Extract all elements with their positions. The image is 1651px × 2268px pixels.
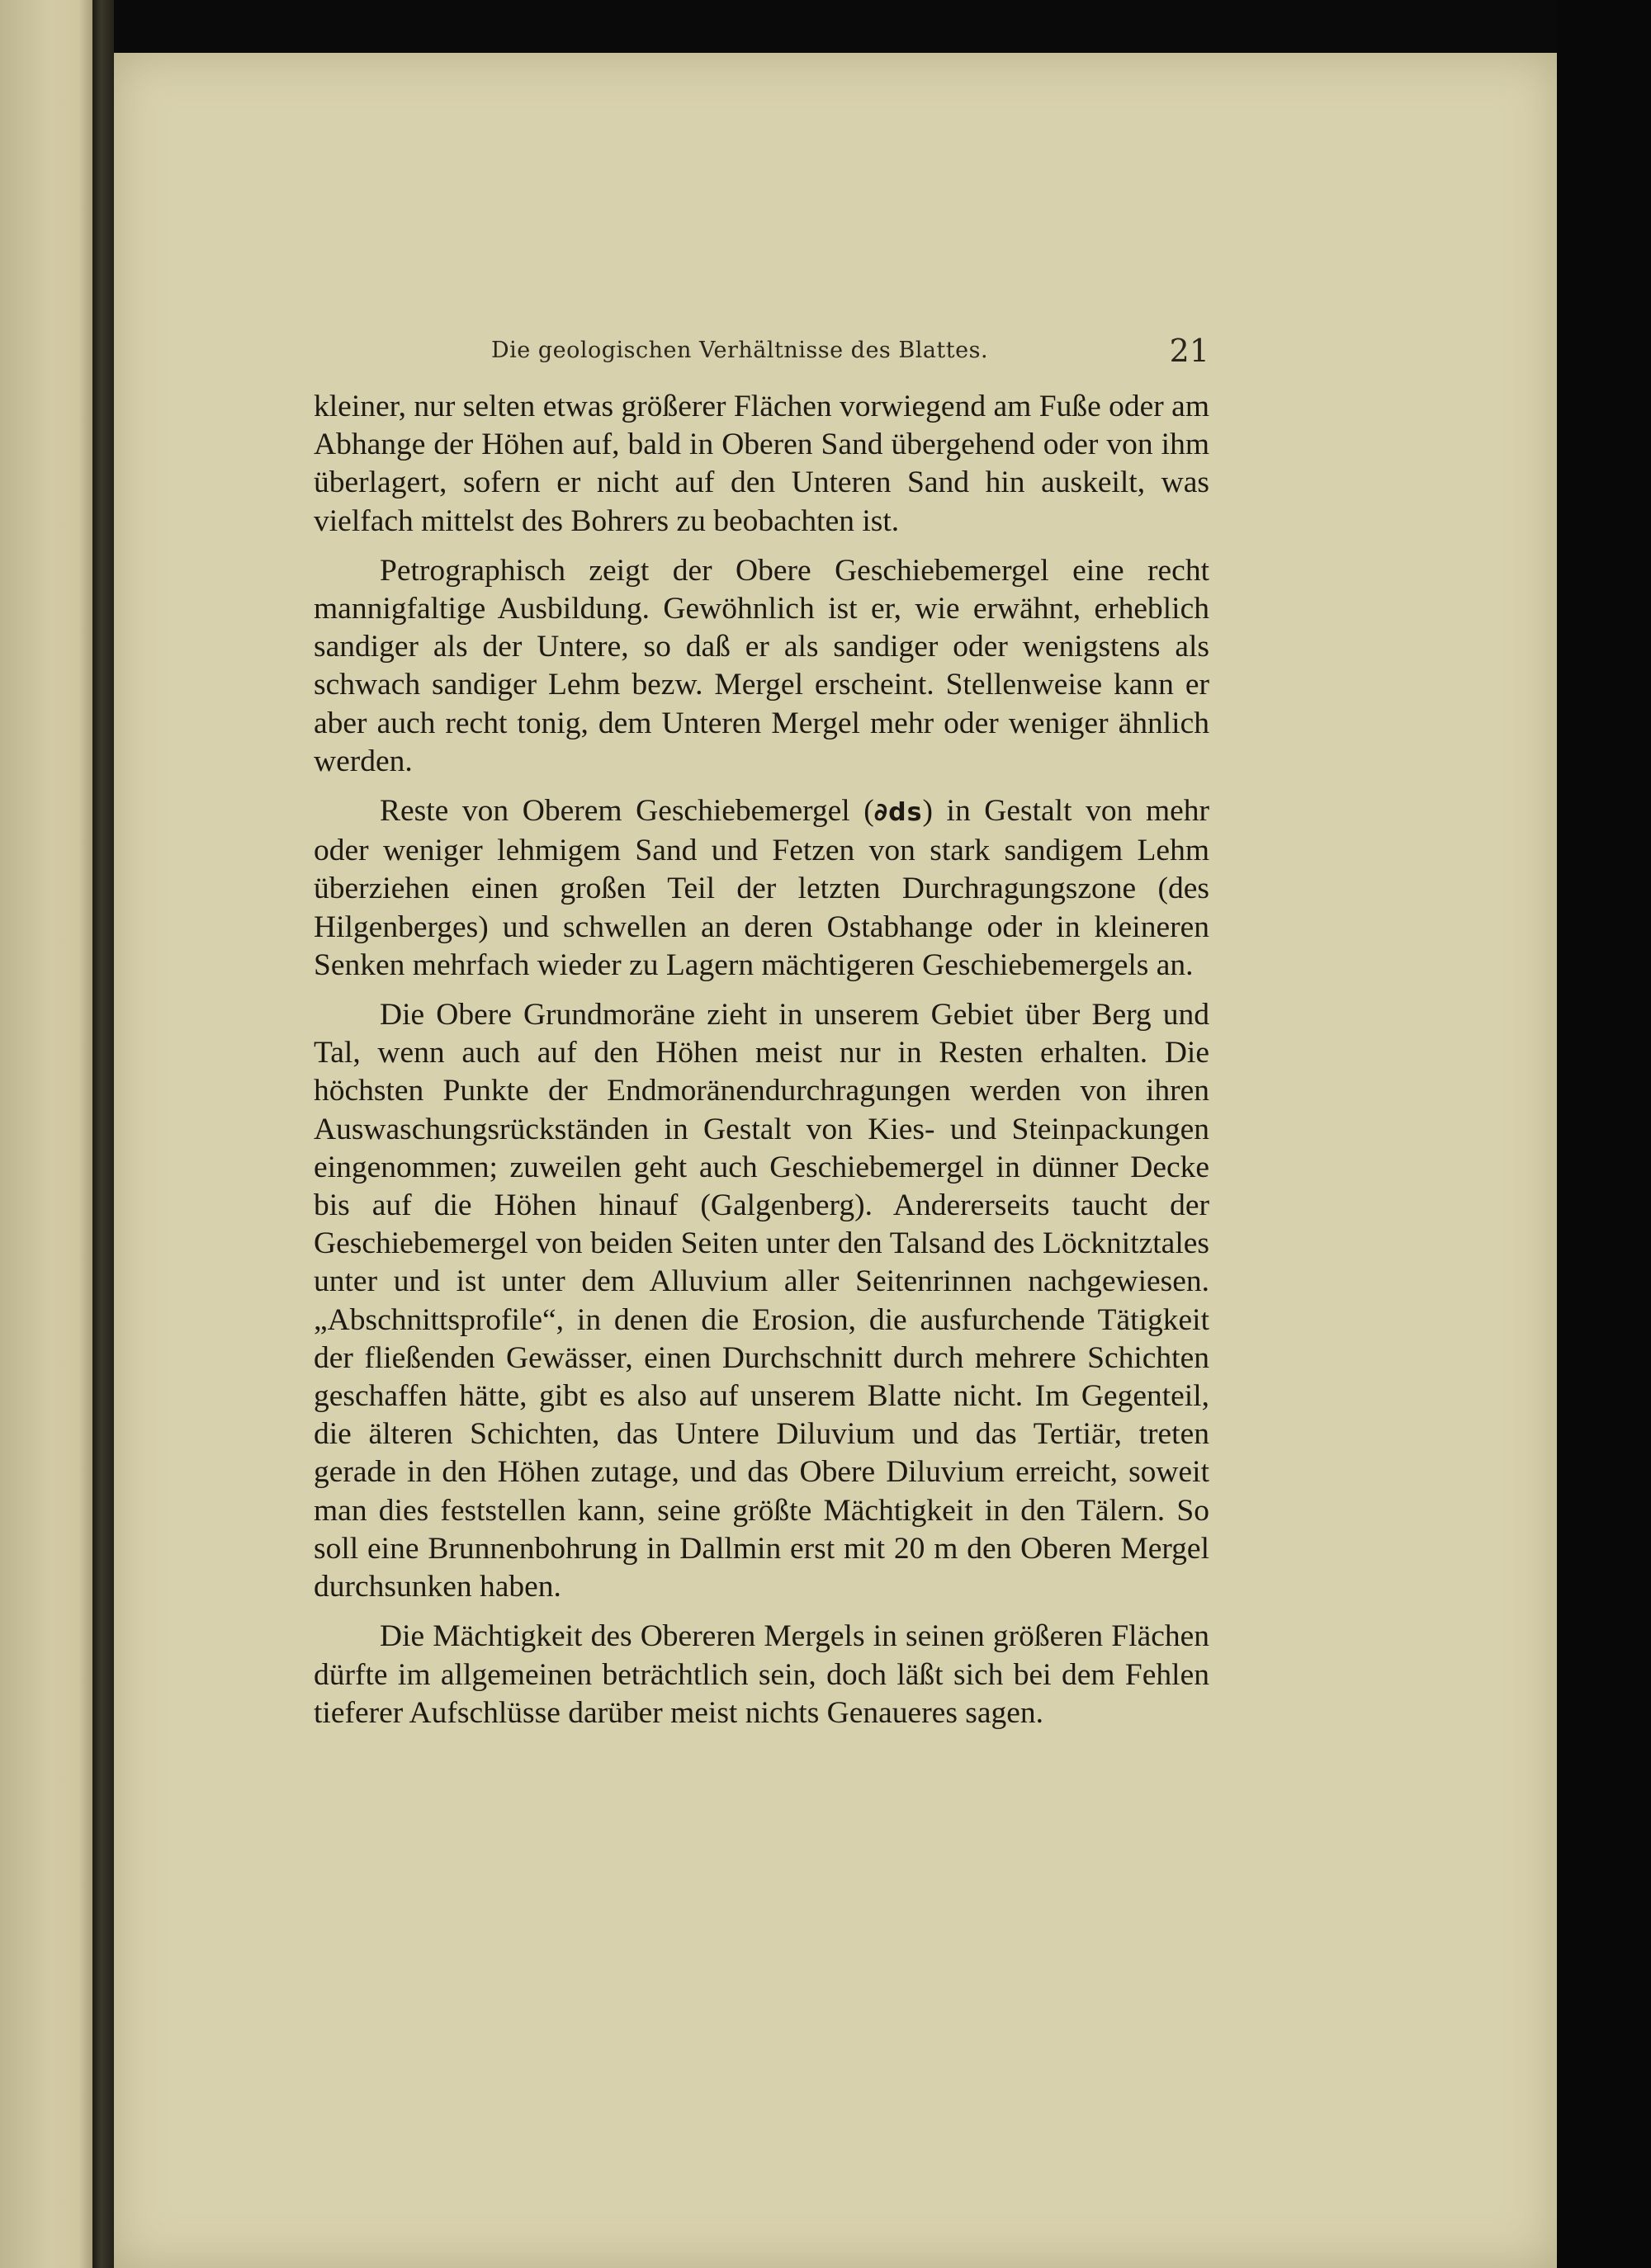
page-number: 21 <box>1169 333 1209 369</box>
paragraph-3-text-start: Reste von Oberem Geschiebemergel ( <box>380 794 874 829</box>
paragraph-3 <box>314 792 1209 985</box>
scan-background-top <box>114 0 1557 53</box>
running-title: Die geologischen Verhältnisse des Blattes. <box>491 338 989 363</box>
paragraph-1: kleiner, nur selten etwas größerer Flächen vorwiegend am Fuße oder am Abhange der Höhen auf, bald in Oberen Sand übergehend oder von ihm überlagert, sofern er nicht auf den Unteren Sand hin auskeilt, was vielfach mittelst des Bohrers zu beobachten ist. <box>314 390 1209 538</box>
scan-background-right <box>1557 0 1651 2268</box>
paragraph-5: Die Mächtigkeit des Obereren Mergels in seinen größeren Flächen dürfte im allgemeinen beträchtlich sein, doch läßt sich bei dem Fehlen tieferer Aufschlüsse darüber meist nichts Genaueres sagen. <box>314 1619 1209 1730</box>
previous-page-edge <box>0 0 92 2268</box>
book-gutter <box>92 0 114 2268</box>
page-header <box>314 333 1209 376</box>
paragraph-2: Petrographisch zeigt der Obere Geschiebemergel eine recht mannigfaltige Ausbildung. Gewöhnlich ist er, wie erwähnt, erheblich sandiger als der Untere, so daß er als sandiger oder wenigstens als schwach sandiger Lehm bezw. Mergel erscheint. Stellenweise kann er aber auch recht tonig, dem Unteren Mergel mehr oder weniger ähnlich werden. <box>314 553 1209 778</box>
paragraph-3-text-end: ) in Gestalt von mehr oder weniger lehmigem Sand und Fetzen von stark sandigem Lehm überziehen einen großen Teil der letzten Durchragungszone (des Hilgenberges) und schwellen an deren Ostabhange oder in kleineren Senken mehrfach wieder zu Lagern mächtigeren Geschiebemergels an. <box>314 794 1209 982</box>
paragraph-4: Die Obere Grundmoräne zieht in unserem Gebiet über Berg und Tal, wenn auch auf den Höhen meist nur in Resten erhalten. Die höchsten Punkte der Endmoränendurchragungen werden von ihren Auswaschungsrückständen in Gestalt von Kies- und Steinpackungen eingenommen; zuweilen geht auch Geschiebemergel in dünner Decke bis auf die Höhen hinauf (Galgenberg). Andererseits taucht der Geschiebemergel von beiden Seiten unter den Talsand des Löcknitztales unter und ist unter dem Alluvium aller Seitenrinnen nachgewiesen. „Abschnittsprofile“, in denen die Erosion, die ausfurchende Tätigkeit der fließenden Gewässer, einen Durchschnitt durch mehrere Schichten geschaffen hätte, gibt es also auf unserem Blatte nicht. Im Gegenteil, die älteren Schichten, das Untere Diluvium und das Tertiär, treten gerade in den Höhen zutage, und das Obere Diluvium erreicht, soweit man dies feststellen kann, seine größte Mächtigkeit in den Tälern. So soll eine Brunnenbohrung in Dallmin erst mit 20 m den Oberen Mergel durchsunken haben. <box>314 998 1209 1604</box>
geologic-map-symbol: ∂ds <box>873 798 923 828</box>
body-text <box>314 388 1209 1744</box>
